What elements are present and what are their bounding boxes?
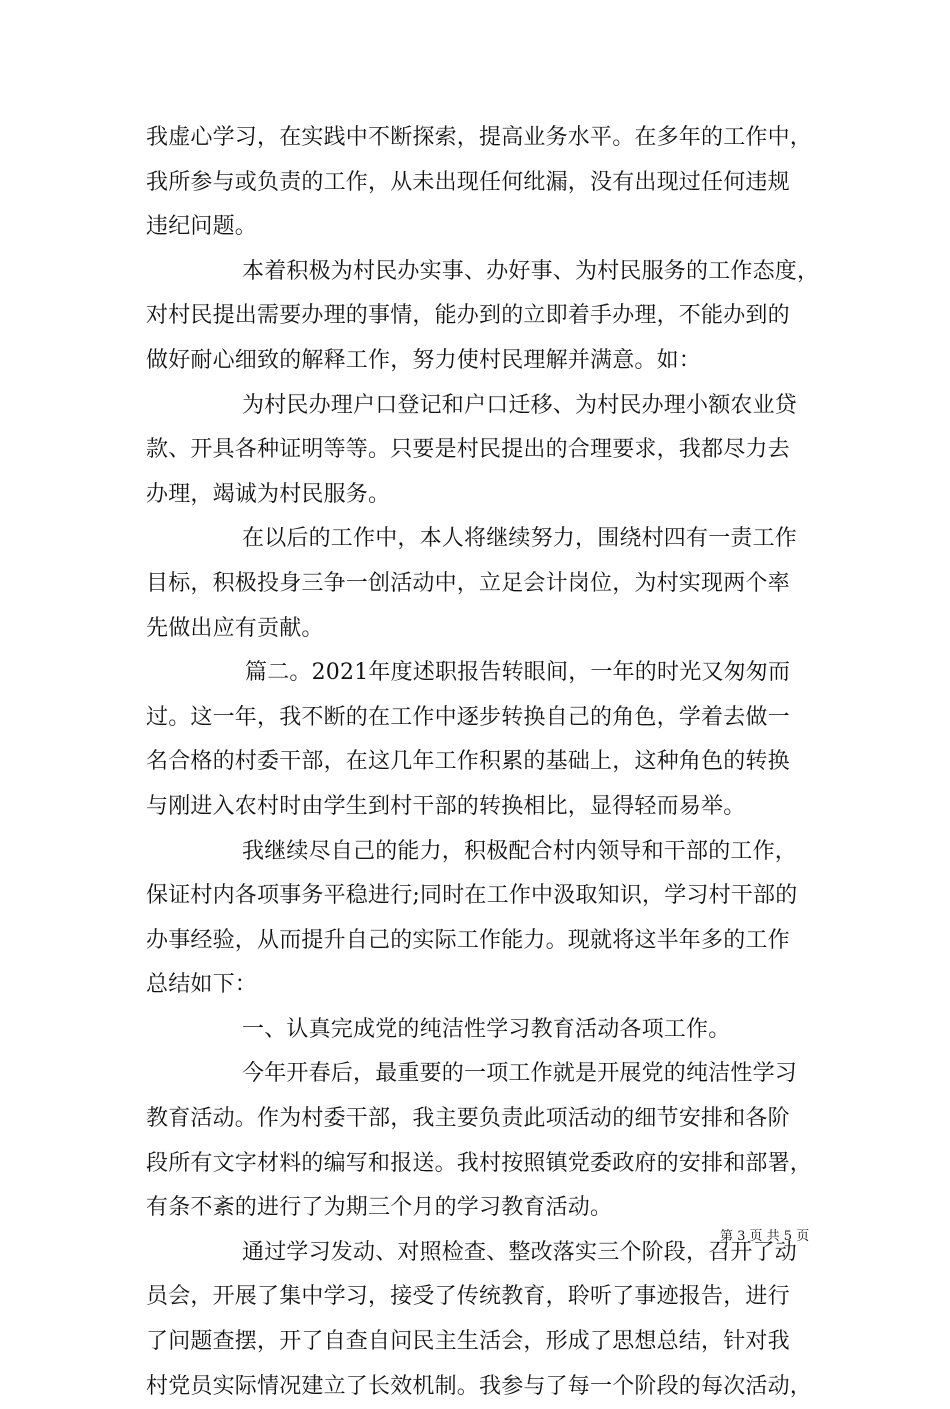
text-line: 我所参与或负责的工作，从未出现任何纰漏，没有出现过任何违规: [146, 169, 790, 195]
text-line: 目标，积极投身三争一创活动中，立足会计岗位，为村实现两个率: [146, 570, 790, 596]
text-line: 总结如下：: [146, 972, 258, 998]
text-line: 员会，开展了集中学习，接受了传统教育，聆听了事迹报告，进行: [146, 1284, 790, 1310]
text-line: 我虚心学习，在实践中不断探索，提高业务水平。在多年的工作中，: [146, 125, 813, 150]
text-line: 段所有文字材料的编写和报送。我村按照镇党委政府的安排和部署，: [146, 1150, 813, 1176]
text-line: 做好耐心细致的解释工作，努力使村民理解并满意。如：: [146, 347, 702, 373]
text-line: 过。这一年，我不断的在工作中逐步转换自己的角色，学着去做一: [146, 704, 790, 730]
text-line: 保证村内各项事务平稳进行;同时在工作中汲取知识，学习村干部的: [146, 883, 798, 909]
text-line: 违纪问题。: [146, 214, 258, 240]
text-line: 办事经验，从而提升自己的实际工作能力。现就将这半年多的工作: [146, 927, 790, 953]
paragraph-start: 为村民办理户口登记和户口迁移、为村民办理小额农业贷: [242, 392, 798, 418]
paragraph-start: 通过学习发动、对照检查、整改落实三个阶段，召开了动: [242, 1239, 798, 1265]
text-line: 办理，竭诚为村民服务。: [146, 481, 391, 507]
text-line: 对村民提出需要办理的事情，能办到的立即着手办理，不能办到的: [146, 303, 790, 329]
text-line: 款、开具各种证明等等。只要是村民提出的合理要求，我都尽力去: [146, 437, 790, 463]
section-heading-line: 篇二。2021年度述职报告转眼间，一年的时光又匆匆而: [245, 660, 791, 686]
text-line: 名合格的村委干部，在这几年工作积累的基础上，这种角色的转换: [146, 749, 790, 775]
text-line: 教育活动。作为村委干部，我主要负责此项活动的细节安排和各阶: [146, 1106, 790, 1132]
page-number-footer: 第 3 页 共 5 页: [720, 1229, 810, 1244]
subheading-line: 一、认真完成党的纯洁性学习教育活动各项工作。: [242, 1016, 731, 1042]
paragraph-start: 我继续尽自己的能力，积极配合村内领导和干部的工作，: [242, 838, 798, 864]
text-line: 有条不紊的进行了为期三个月的学习教育活动。: [146, 1195, 613, 1221]
document-body: [146, 116, 820, 1409]
text-line: 了问题查摆，开了自查自问民主生活会，形成了思想总结，针对我: [146, 1329, 790, 1355]
paragraph-start: 本着积极为村民办实事、办好事、为村民服务的工作态度，: [242, 258, 820, 284]
text-line: 与刚进入农村时由学生到村干部的转换相比，显得轻而易举。: [146, 793, 746, 819]
paragraph-start: 今年开春后，最重要的一项工作就是开展党的纯洁性学习: [242, 1061, 798, 1087]
text-line: 先做出应有贡献。: [146, 615, 324, 641]
paragraph-start: 在以后的工作中，本人将继续努力，围绕村四有一责工作: [242, 526, 798, 552]
text-line: 村党员实际情况建立了长效机制。我参与了每一个阶段的每次活动，: [146, 1373, 813, 1399]
